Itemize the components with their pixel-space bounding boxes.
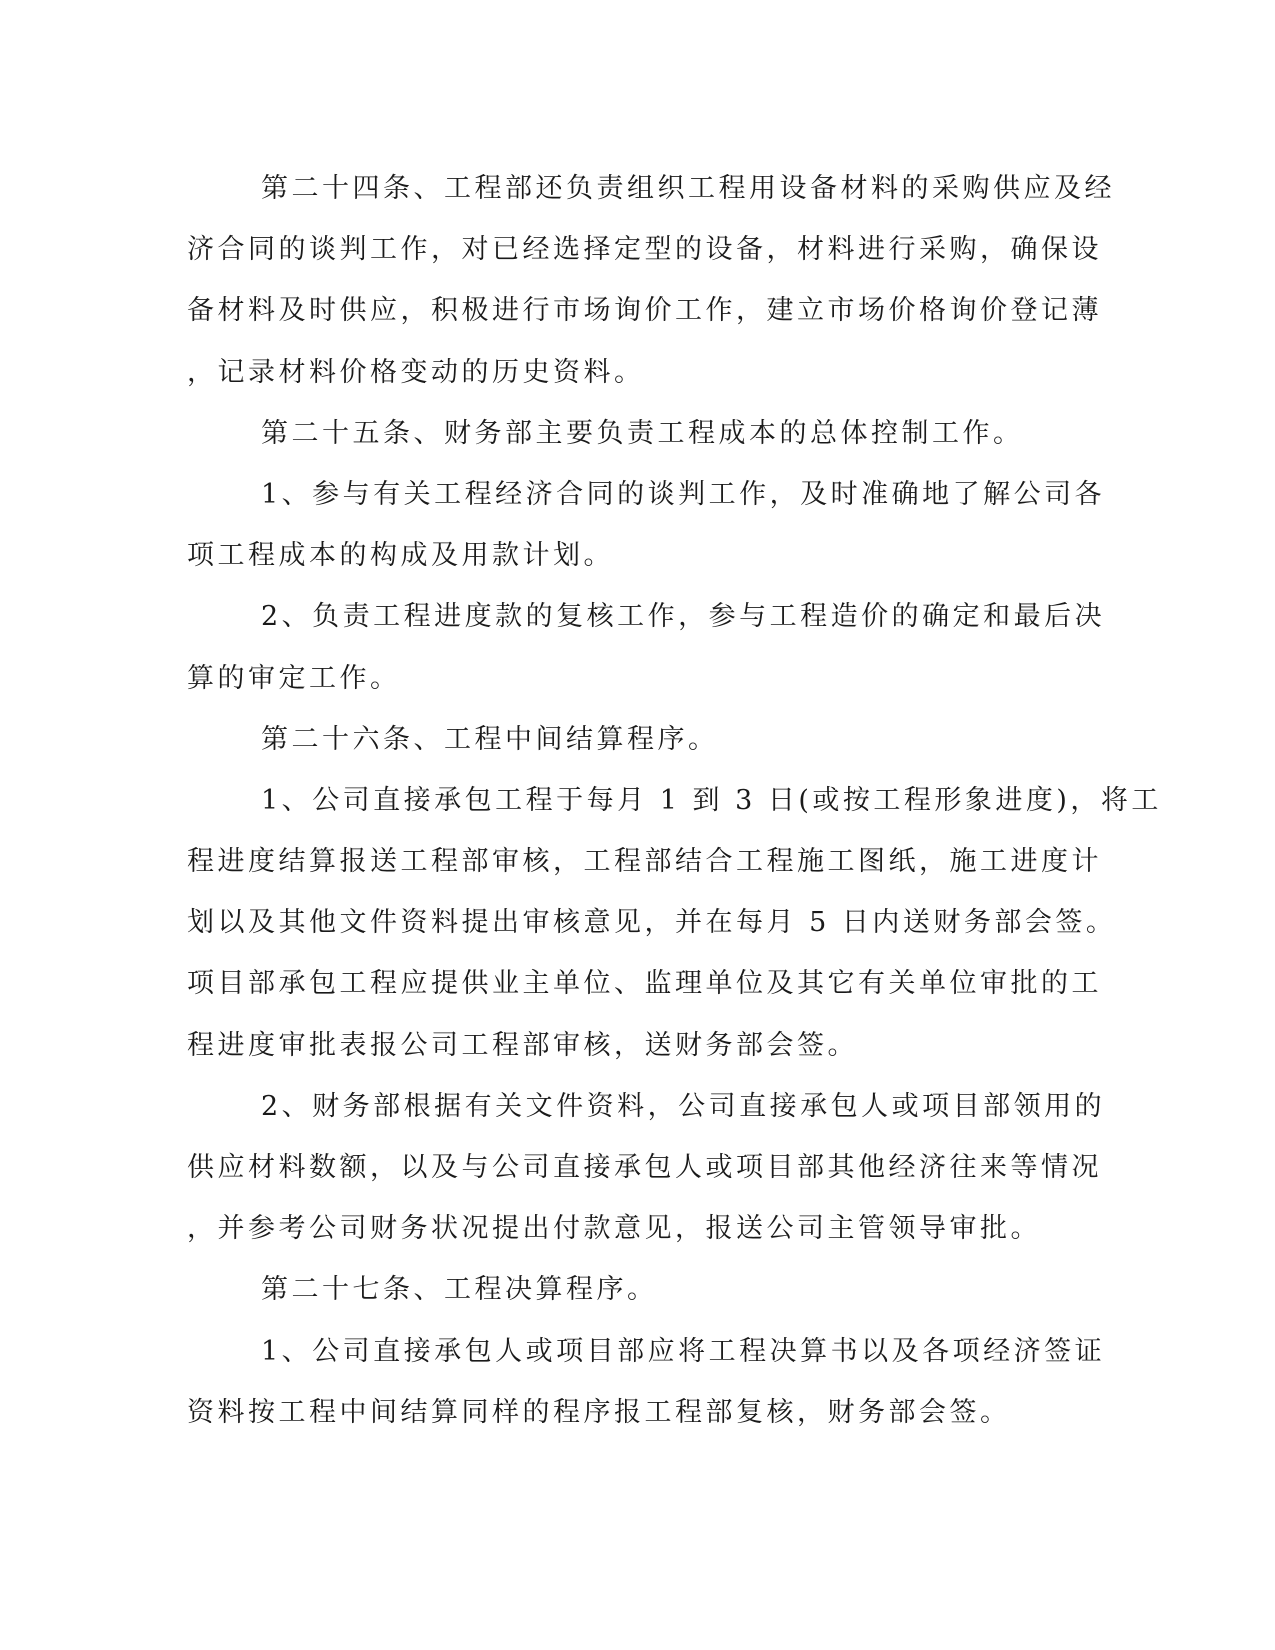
article-24-line-4: ，记录材料价格变动的历史资料。 [187,356,645,388]
document-body [187,158,1162,1443]
article-25-item-1-line-2: 项工程成本的构成及用款计划。 [187,540,614,572]
article-26-item-1-line-3: 划以及其他文件资料提出审核意见，并在每月 5 日内送财务部会签。 [187,907,1117,939]
article-25-line-1: 第二十五条、财务部主要负责工程成本的总体控制工作。 [261,417,1024,449]
article-25-item-1-line-1: 1、参与有关工程经济合同的谈判工作，及时准确地了解公司各 [261,478,1106,510]
article-24-line-1: 第二十四条、工程部还负责组织工程用设备材料的采购供应及经 [261,173,1115,204]
article-25-item-2-line-1: 2、负责工程进度款的复核工作，参与工程造价的确定和最后决 [261,601,1106,633]
article-24-line-2: 济合同的谈判工作，对已经选择定型的设备，材料进行采购，确保设 [187,234,1102,266]
article-26-item-1-line-4: 项目部承包工程应提供业主单位、监理单位及其它有关单位审批的工 [187,968,1102,1000]
article-26-item-1-line-2: 程进度结算报送工程部审核，工程部结合工程施工图纸，施工进度计 [187,846,1102,878]
article-24-line-3: 备材料及时供应，积极进行市场询价工作，建立市场价格询价登记薄 [187,295,1102,327]
article-27-item-1-line-2: 资料按工程中间结算同样的程序报工程部复核，财务部会签。 [187,1396,1011,1428]
article-27-line-1: 第二十七条、工程决算程序。 [261,1274,658,1306]
article-27-item-1-line-1: 1、公司直接承包人或项目部应将工程决算书以及各项经济签证 [261,1335,1106,1367]
article-26-line-1: 第二十六条、工程中间结算程序。 [261,723,719,755]
article-26-item-1-line-1: 1、公司直接承包工程于每月 1 到 3 日(或按工程形象进度)，将工 [261,784,1162,816]
article-26-item-2-line-3: ，并参考公司财务状况提出付款意见，报送公司主管领导审批。 [187,1213,1041,1245]
article-25-item-2-line-2: 算的审定工作。 [187,662,401,694]
article-26-item-2-line-1: 2、财务部根据有关文件资料，公司直接承包人或项目部领用的 [261,1090,1106,1122]
article-26-item-2-line-2: 供应材料数额，以及与公司直接承包人或项目部其他经济往来等情况 [187,1152,1102,1183]
article-26-item-1-line-5: 程进度审批表报公司工程部审核，送财务部会签。 [187,1029,858,1061]
